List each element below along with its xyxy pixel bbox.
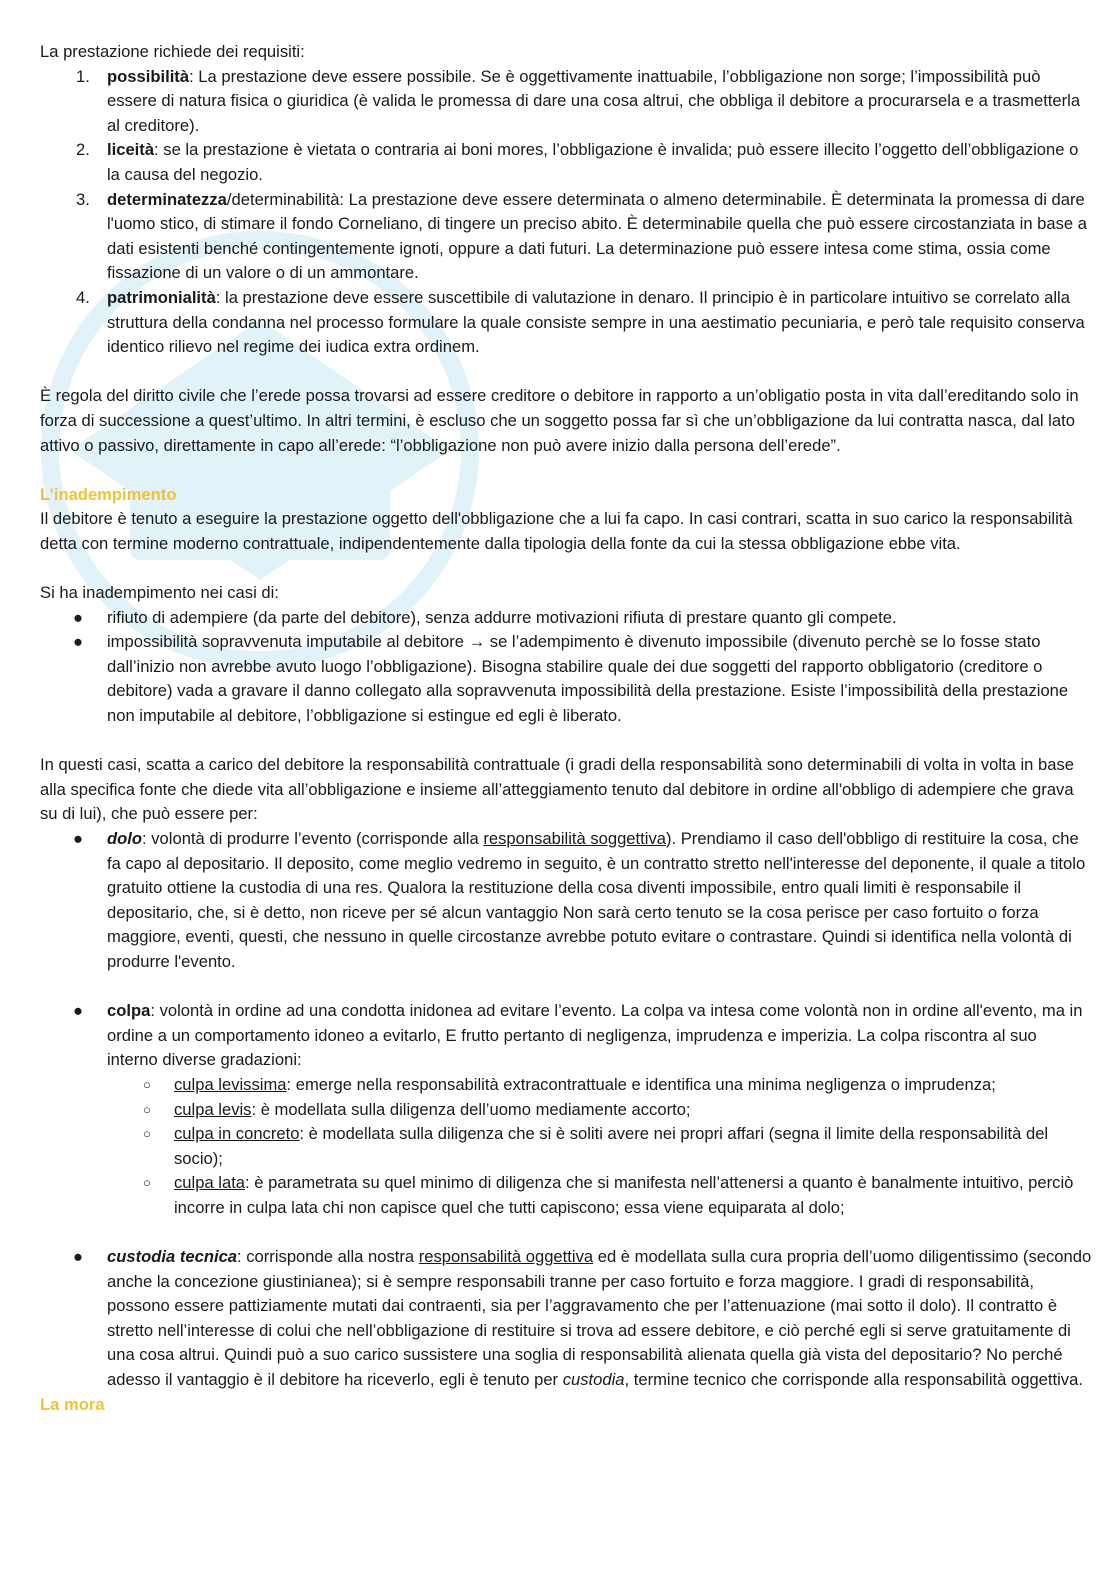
culpa-grade-item: ○ culpa levis: è modellata sulla diligenza dell’uomo mediamente accorto;: [40, 1098, 1092, 1123]
requirement-item: 3. determinatezza/determinabilità: La prestazione deve essere determinata o almeno determinabile. È determinata la promessa di dare l'uomo stico, di stimare il fondo Corneliano, di tingere un preciso abito. È determinabile quella che può essere circostanziata in base a dati esistenti benché contingentemente ignoti, oppure a dati futuri. La determinazione può essere intesa come stima, ossia come fissazione di un valore o di un ammontare.: [76, 189, 1087, 283]
requirement-term: patrimonialità: [107, 287, 216, 307]
requirement-item: 1. possibilità: La prestazione deve essere possibile. Se è oggettivamente inattuabile, l’obbligazione non sorge; l’impossibilità può essere di natura fisica o giuridica (è valida le promessa di dare una cosa altrui, che obbliga il debitore a procurarsela e a trasmetterla al creditore).: [76, 66, 1081, 135]
culpa-grades-list: [107, 1073, 1092, 1221]
underlined-term: culpa in concreto: [174, 1124, 300, 1144]
culpa-grade-item: ○ culpa in concreto: è modellata sulla diligenza che si è soliti avere nei propri affari (segna il limite della responsabilità del socio);: [143, 1124, 1049, 1168]
liability-item-dolo: ● dolo: volontà di produrre l’evento (corrisponde alla responsabilità soggettiva). Prendiamo il caso dell'obbligo di restituire la cosa, che fa capo al depositario. Il deposito, come meglio vedremo in seguito, è un contratto stretto nell'interesse del deponente, il quale a titolo gratuito ottiene la custodia di una res. Qualora la restituzione della cosa diventi impossibile, entro quali limiti è responsabile il depositario, che, si è detto, non riceve per sé alcun vantaggio Non sarà certo tenuto se la cosa perisce per caso fortuito o forza maggiore, eventi, questi, che nessuno in quelle circostanze avrebbe potuto evitare o contrastare. Quindi si identifica nella volontà di produrre l'evento.: [73, 829, 1086, 971]
sub-bullet-icon: ○: [143, 1126, 151, 1142]
sub-bullet-icon: ○: [143, 1175, 151, 1191]
liability-term: dolo: [107, 829, 143, 848]
underlined-term: responsabilità soggettiva: [483, 829, 666, 848]
paragraph-debitore: Il debitore è tenuto a eseguire la prestazione oggetto dell'obbligazione che a lui fa capo. In casi contrari, scatta in suo carico la responsabilità detta con termine moderno contrattuale, indipendentemente dalla tipologia della fonte da cui la stessa obbligazione ebbe vita.: [40, 509, 1073, 553]
case-item: ● impossibilità sopravvenuta imputabile al debitore → se l’adempimento è divenuto impossibile (divenuto perchè se lo fosse stato dall’inizio non avrebbe avuto luogo l’obbligazione). Bisogna stabilire quale dei due soggetti del rapporto obbligatorio (creditore o debitore) vada a gravare il danno collegato alla sopravvenuta impossibilità della prestazione. Esiste l’impossibilità della prestazione non imputabile al debitore, l’obbligazione si estingue ed egli è liberato.: [73, 632, 1069, 726]
underlined-term: responsabilità oggettiva: [418, 1247, 594, 1267]
bullet-icon: ●: [73, 632, 84, 652]
culpa-grade-item: ○ culpa levissima: emerge nella responsabilità extracontrattuale e identifica una minima negligenza o imprudenza;: [40, 1073, 1092, 1098]
requirements-list: [40, 65, 1092, 360]
paragraph-erede: È regola del diritto civile che l’erede possa trovarsi ad essere creditore o debitore in rapporto a un’obligatio posta in vita dall’ereditando solo in forza di successione a quest’ultimo. In altri termini, è escluso che un soggetto possa far sì che un’obbligazione da lui contratta nasca, dal lato attivo o passivo, direttamente in capo all’erede: “l’obbligazione non può avere inizio dalla persona dell’erede”.: [40, 386, 1079, 455]
underlined-term: culpa levis: [174, 1099, 252, 1119]
requirement-item: 4. patrimonialità: la prestazione deve essere suscettibile di valutazione in denaro. Il principio è in particolare intuitivo se correlato alla struttura della condanna nel processo formulare la quale consiste sempre in una aestimatio pecuniaria, e però tale requisito conserva identico rilievo nel regime dei iudica extra ordinem.: [76, 287, 1085, 357]
bullet-icon: ●: [73, 1247, 84, 1267]
heading-inadempimento: L’inadempimento: [40, 484, 177, 504]
case-item: ● rifiuto di adempiere (da parte del debitore), senza addurre motivazioni rifiuta di prestare quanto gli compete.: [40, 606, 1092, 631]
sub-bullet-icon: ○: [143, 1076, 151, 1092]
requirement-item: 2. liceità: se la prestazione è vietata o contraria ai boni mores, l’obbligazione è invalida; può essere illecito l’oggetto dell’obbligazione o la causa del negozio.: [76, 140, 1079, 184]
document-content: [40, 40, 1092, 1417]
requirements-intro: La prestazione richiede dei requisiti:: [40, 42, 305, 61]
liability-item-custodia: ● custodia tecnica: corrisponde alla nostra responsabilità oggettiva ed è modellata sulla cura propria dell’uomo diligentissimo (secondo anche la concezione giustinianea); si è sempre responsabili tranne per caso fortuito e forza maggiore. I gradi di responsabilità, possono essere pattiziamente mutati dai contraenti, sia per l’aggravamento che per l’attenuazione (mai sotto il dolo). Il contratto è stretto nell’interesse di colui che nell’obbligazione di restituire si trova ad essere debitore, e ciò perché egli si serve gratuitamente di una cosa altrui. Quindi può a suo carico sussistere una soglia di responsabilità alienata quella già vista del depositario? No perché adesso il vantaggio è il debitore ha riceverlo, egli è tenuto per custodia, termine tecnico che corrisponde alla responsabilità oggettiva.: [73, 1247, 1092, 1390]
liability-list: [40, 827, 1092, 1393]
cases-intro: Si ha inadempimento nei casi di:: [40, 583, 279, 603]
cases-list: [40, 606, 1092, 729]
requirement-term: liceità: [107, 140, 155, 160]
underlined-term: culpa levissima: [174, 1074, 287, 1094]
sub-bullet-icon: ○: [143, 1101, 151, 1117]
bullet-icon: ●: [73, 829, 84, 848]
underlined-term: culpa lata: [174, 1173, 246, 1193]
bullet-icon: ●: [73, 607, 84, 627]
requirement-term: determinatezza: [107, 189, 227, 209]
bullet-icon: ●: [73, 1001, 84, 1021]
paragraph-responsabilita: In questi casi, scatta a carico del debitore la responsabilità contrattuale (i gradi della responsabilità sono determinabili di volta in volta in base alla specifica fonte che diede vita all’obbligazione e insieme all’atteggiamento tenuto dal debitore in ordine all'obbligo di adempiere che grava su di lui), che può essere per:: [40, 755, 1075, 824]
liability-term: custodia tecnica: [107, 1247, 238, 1267]
culpa-grade-item: ○ culpa lata: è parametrata su quel minimo di diligenza che si manifesta nell’attenersi a quanto è banalmente intuitivo, perciò incorre in culpa lata chi non capisce quel che tutti capiscono; essa viene equiparata al dolo;: [143, 1173, 1074, 1217]
liability-term: colpa: [107, 1001, 151, 1021]
heading-mora: La mora: [40, 1394, 105, 1414]
liability-item-colpa: ● colpa: volontà in ordine ad una condotta inidonea ad evitare l’evento. La colpa va intesa come volontà non in ordine all'evento, ma in ordine a un comportamento idoneo a evitarlo, E frutto pertanto di negligenza, imprudenza e imperizia. La colpa riscontra al suo interno diverse gradazioni: ○ culpa levissima: emerge nella responsabilità extracontrattuale e identifica una minima negligenza o imprudenza; ○ culpa levis: è modellata sulla diligenza dell’uomo mediamente accorto; ○ culpa in concreto: è modellata sulla diligenza che si è soliti avere nei propri affari (segna il limite della responsabilità del socio); ○ culpa lata: è parametrata su quel minimo di diligenza che si manifesta nell’attenersi a quanto è banalmente intuitivo, perciò incorre in culpa lata chi non capisce quel che tutti capiscono; essa viene equiparata al dolo;: [40, 999, 1092, 1220]
requirement-term: possibilità: [107, 66, 190, 86]
